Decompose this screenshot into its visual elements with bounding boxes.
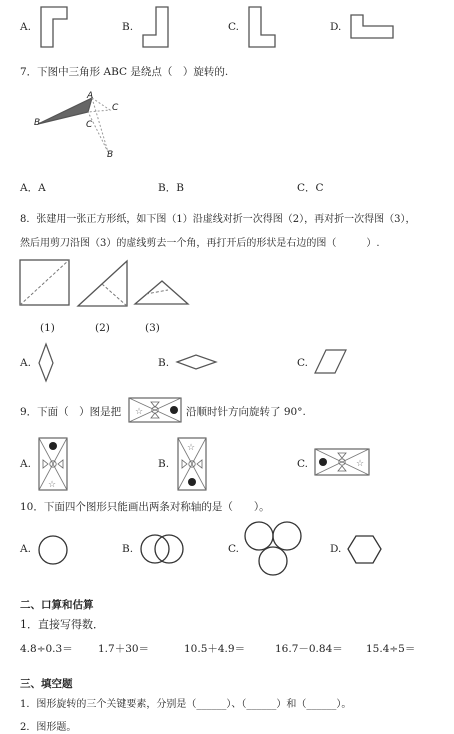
q9-stem-post: 沿顺时针方向旋转了 90°. xyxy=(186,406,306,418)
q6-shape-d xyxy=(350,14,396,40)
q10-option-b-two-circles xyxy=(139,533,187,565)
q9-option-a-figure xyxy=(38,437,68,491)
q10-option-d-label: D. xyxy=(330,543,342,555)
q6-option-c-label: C. xyxy=(228,21,239,33)
section3-q1: 1．图形旋转的三个关键要素，分别是（______）、（______）和（______）。 xyxy=(20,699,352,710)
q6-shape-a xyxy=(40,6,70,50)
q9-option-b-label: B. xyxy=(158,458,170,470)
q8-fig-2-triangle xyxy=(77,260,129,308)
calc-item-1: 4.8÷0.3＝ xyxy=(20,643,73,655)
svg-text:☆: ☆ xyxy=(135,407,144,417)
q8-option-b-label: B. xyxy=(158,357,170,369)
q10-option-a-label: A. xyxy=(20,543,31,555)
svg-text:☆: ☆ xyxy=(187,443,196,453)
q8-option-b-rhombus-wide xyxy=(176,354,218,370)
q8-option-c-label: C. xyxy=(297,357,308,369)
q9-stem-pre: 9．下面（ ）图是把 xyxy=(20,406,122,418)
q7-option-b: B．B xyxy=(158,182,184,194)
q9-option-c-figure xyxy=(314,448,370,476)
q7-label-a: A xyxy=(87,91,94,101)
calc-item-4: 16.7－0.84＝ xyxy=(275,643,343,655)
q7-label-b: B xyxy=(34,118,41,128)
q6-shape-b xyxy=(142,6,172,50)
q7-label-c: C xyxy=(86,120,93,130)
q10-option-c-three-circles xyxy=(242,519,304,579)
q7-label-b-rotated: B xyxy=(107,150,114,160)
q10-option-c-label: C. xyxy=(228,543,239,555)
q8-stem-line2: 然后用剪刀沿图（3）的虚线剪去一个角，再打开后的形状是右边的图（ ）. xyxy=(20,238,380,249)
q8-option-c-parallelogram xyxy=(314,349,348,375)
q10-option-d-hexagon xyxy=(347,535,383,565)
section3-q2: 2．图形题。 xyxy=(20,722,77,733)
q6-option-d-label: D. xyxy=(330,21,342,33)
q7-stem: 7．下图中三角形 ABC 是绕点（ ）旋转的. xyxy=(20,66,229,78)
q9-reference-rectangle xyxy=(128,397,182,423)
q9-option-c-label: C. xyxy=(297,458,308,470)
q10-stem: 10．下面四个图形只能画出两条对称轴的是（ ）。 xyxy=(20,501,270,513)
q8-caption-3: (3) xyxy=(145,322,160,334)
q8-option-a-rhombus-tall xyxy=(38,343,54,383)
q6-shape-c xyxy=(248,6,278,50)
q8-fig-1-square xyxy=(19,259,71,307)
q8-option-a-label: A. xyxy=(20,357,31,369)
q7-triangle-figure xyxy=(30,88,130,168)
q8-caption-2: (2) xyxy=(95,322,110,334)
svg-text:☆: ☆ xyxy=(356,459,365,469)
calc-item-3: 10.5＋4.9＝ xyxy=(184,643,246,655)
section2-subtitle: 1．直接写得数． xyxy=(20,618,104,631)
q10-option-b-label: B. xyxy=(122,543,134,555)
q9-option-a-label: A. xyxy=(20,458,31,470)
q6-option-a-label: A. xyxy=(20,21,31,33)
q8-stem-line1: 8．张建用一张正方形纸，如下图（1）沿虚线对折一次得图（2），再对折一次得图（3）， xyxy=(20,214,416,225)
q9-option-b-figure xyxy=(177,437,207,491)
q10-option-a-circle xyxy=(36,534,70,566)
calc-item-5: 15.4÷5＝ xyxy=(366,643,416,655)
calc-item-2: 1.7＋30＝ xyxy=(98,643,150,655)
q8-caption-1: (1) xyxy=(40,322,55,334)
section3-title: 三、填空题 xyxy=(20,678,73,690)
svg-text:☆: ☆ xyxy=(48,480,57,490)
section2-title: 二、口算和估算 xyxy=(20,599,94,611)
q8-fig-3-triangle xyxy=(134,280,190,308)
q7-option-a: A．A xyxy=(20,182,46,194)
q7-option-c: C．C xyxy=(297,182,324,194)
q6-option-b-label: B. xyxy=(122,21,134,33)
q7-label-c-rotated: C xyxy=(112,103,119,113)
